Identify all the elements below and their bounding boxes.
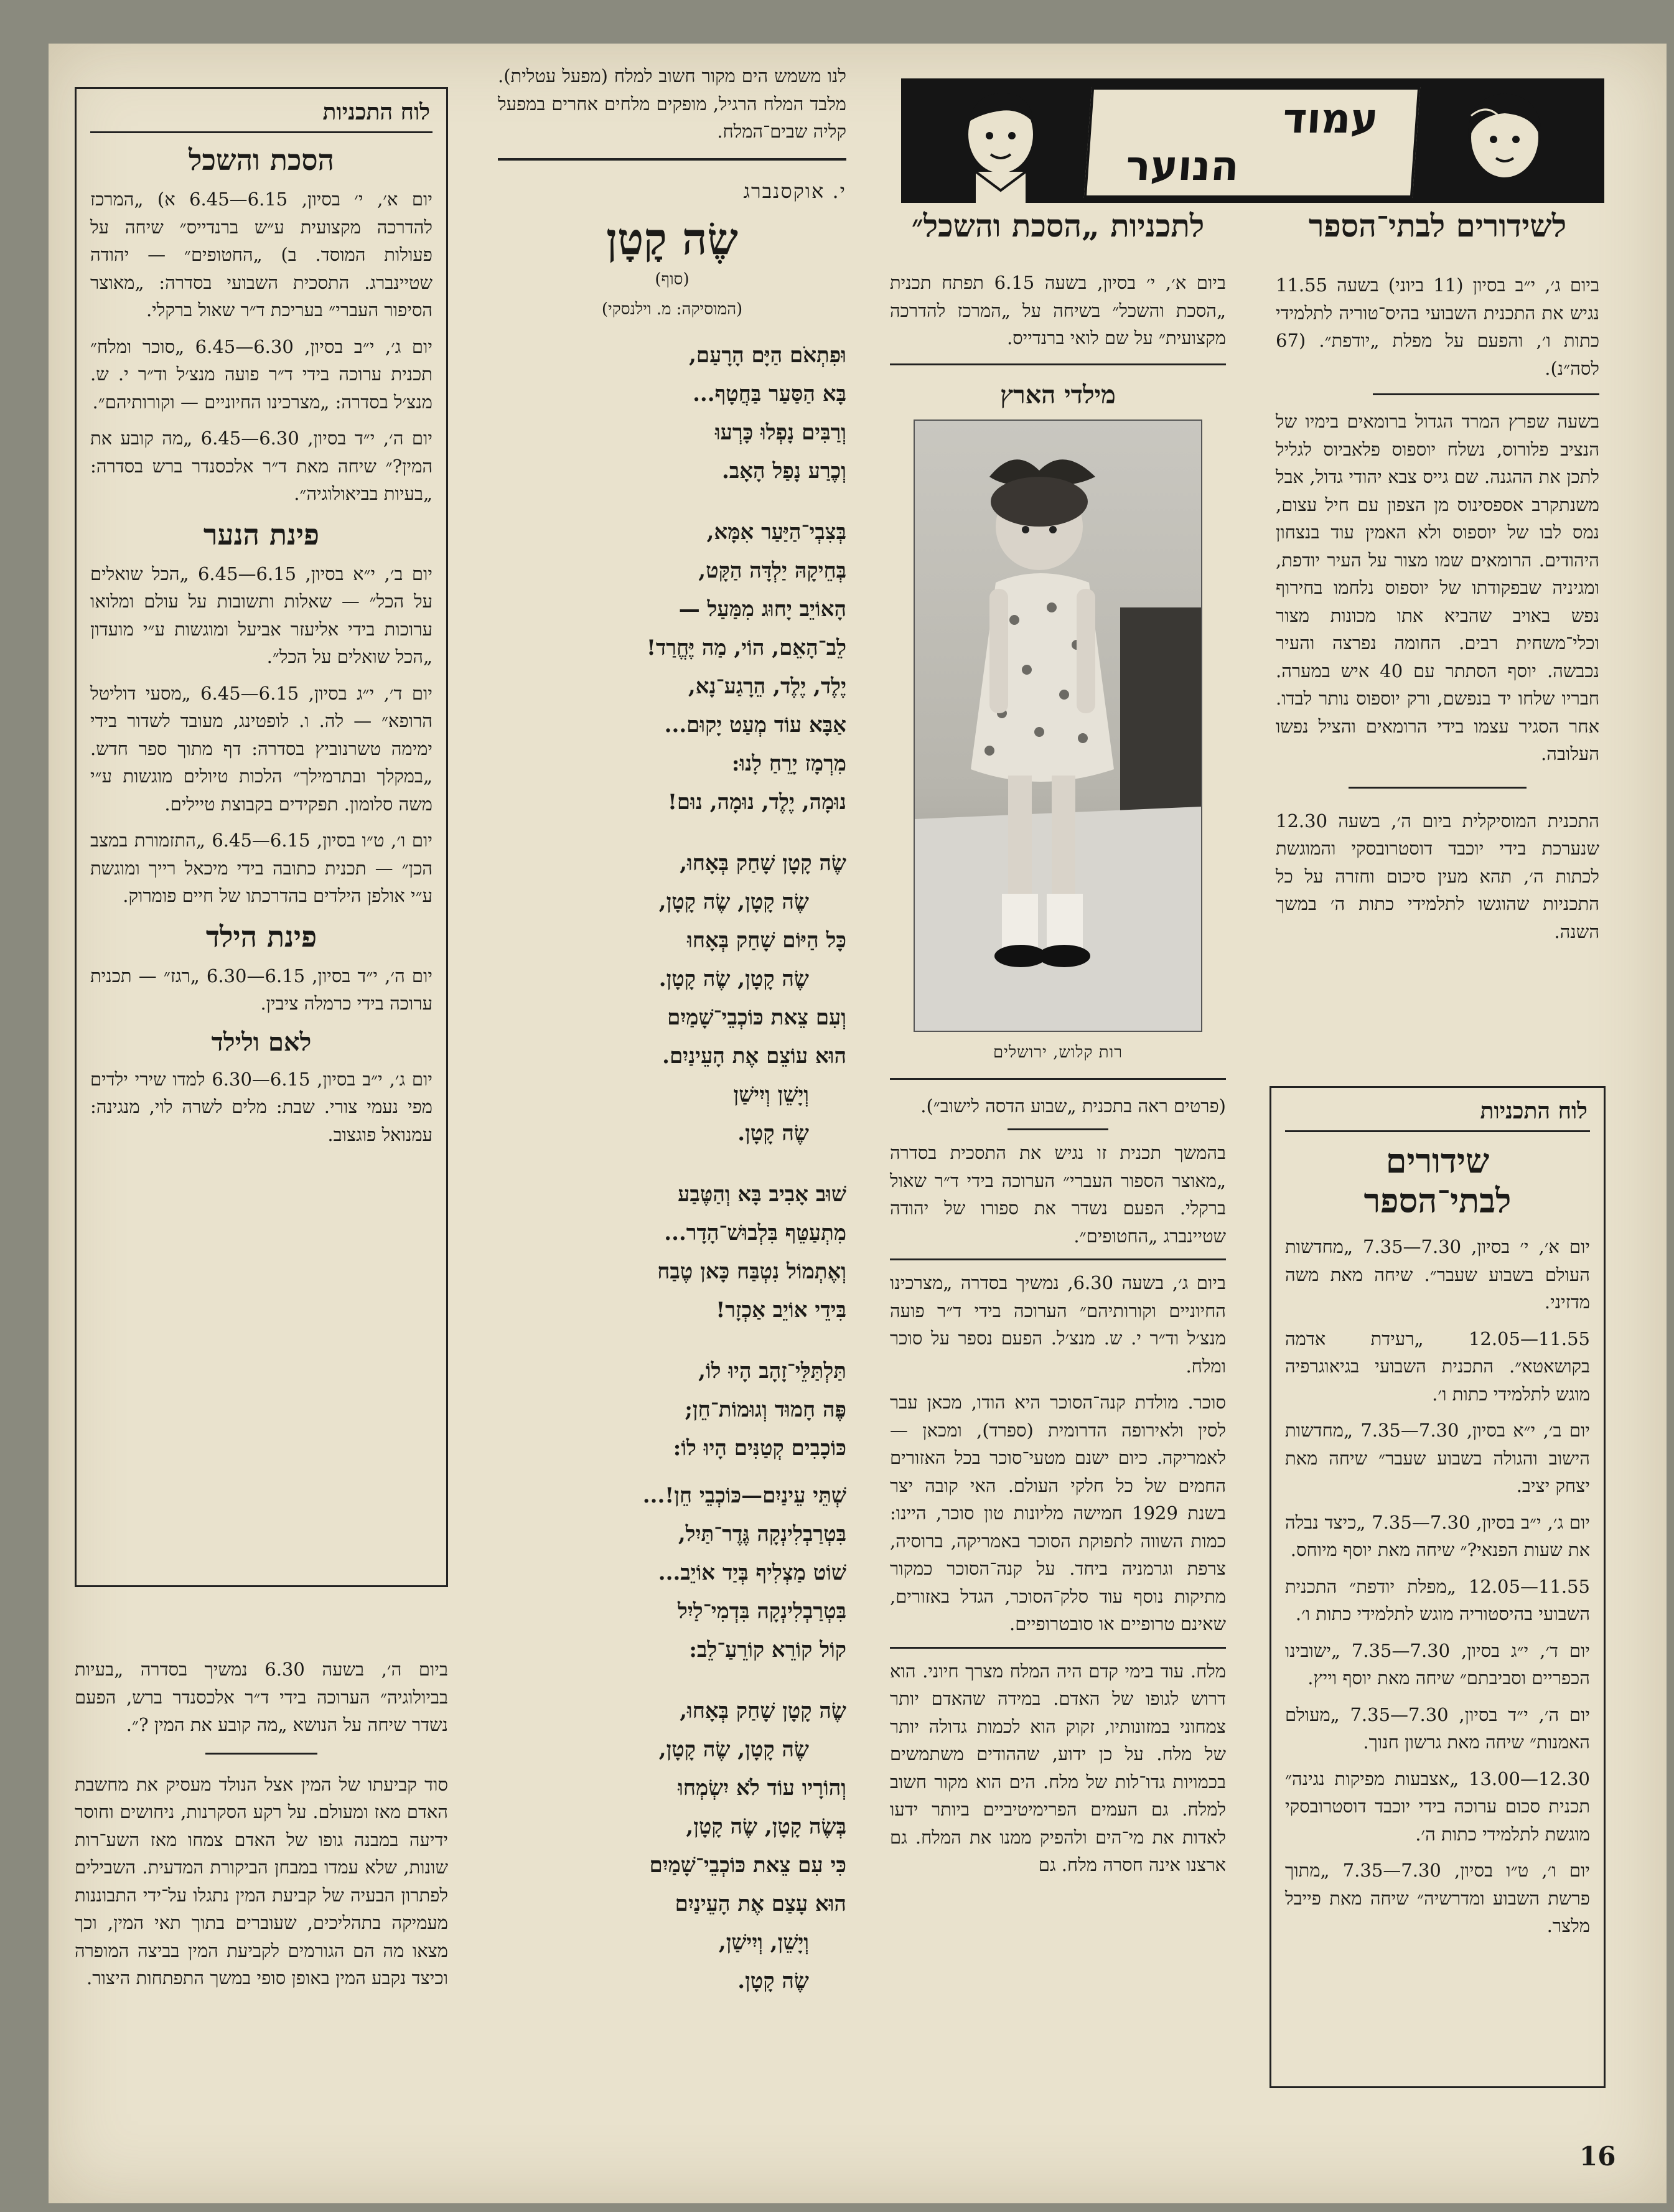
col1-paragraph-1: ביום ג׳, י״ב בסיון (11 ביוני) בשעה 11.55 נגיש את התכנית השבועי בהיס־טוריה לתלמידי כתות ו׳, והפעם על מפלת „יודפת״. (67 לסה״נ). xyxy=(1276,274,1599,379)
banner-title-line1: עמוד xyxy=(1281,95,1380,143)
poem-line: שׁוּב אָבִיב בָּא וְהַטֶּבַע xyxy=(678,1181,846,1207)
poem-stanza-3 xyxy=(498,844,846,1153)
schedule-item: 11.55—12.05 „רעידת אדמה בקושאטא״. התכנית השבועי בגיאוגרפיה מוגש לתלמידי כתות ו׳. xyxy=(1285,1328,1590,1405)
youth-item: יום א׳, י׳ בסיון, 6.15—6.45 א) „המרכז להדרכה מקצועית ע״ש ברנדייס״ שיחה על פעולות המוסד. ב) „החטופים״ — יהודה שטיינברג. התסכית השבועי בסדרה: „מאוצר הסיפור העברי״ בעריכת ד״ר שאול ברקלי. xyxy=(90,189,433,321)
schedule-item: יום ב׳, י״א בסיון, 7.30—7.35 „מחדשות הישוב והגולה בשבוע שעבר״ שיחה מאת יצחק יציב. xyxy=(1285,1420,1590,1496)
col2-paragraph-4: סוכר. מולדת קנה־הסוכר היא הודו, מכאן עבר לסין ולאירופה הדרומית (ספרד), ומכאן — לאמריקה. כיום ישנם מטעי־סוכר בכל האזורים החמים של כל חלקי העולם. האי קובה יצר בשנת 1929 חמישה מליונות טון סוכר, היינו: כמות השווה לתפוקת הסוכר באמריקה, ברוסיה, צרפת וגרמניה ביחד. על קנה־הסוכר כמקור מתיקות נוסף עוד סלק־הסוכר, הגדל באזורים, שאינם טרופיים או סובטרופיים. xyxy=(890,1392,1227,1634)
banner-title-panel xyxy=(1084,87,1420,198)
col2-paragraph-1: (פרטים ראה בתכנית „שבוע הדסה לישוב״). xyxy=(920,1095,1226,1117)
poem-line: תַּלְתַּלֵּי־זָהָב הָיוּ לוֹ, xyxy=(698,1358,846,1384)
schedule-item: יום ג׳, י״ב בסיון, 7.30—7.35 „כיצד נבלה את שעות הפנאי?״ שיחה מאת יוסף מיוחס. xyxy=(1285,1511,1590,1560)
section-title-mother-child: לאם ולילד xyxy=(211,1027,312,1057)
col2-paragraph-5: מלח. עוד בימי קדם היה המלח מצרך חיוני. הוא דרוש לגופו של האדם. במידה שהאדם יותר צמחוני במזונותיו, זקוק הוא לכמות גדולה יותר של מלח. על כן ידוע, שההודים משתמשים בכמויות גדו־לות של מלח. הים הוא מקור חשוב למלח. גם העמים הפרימיטיביים ביותר ידעו לאדות את מי־הים ולהפיק ממנו את המלח. גם ארצנו אינה חסרה מלח. גם xyxy=(890,1660,1226,1875)
header-banner xyxy=(901,78,1604,203)
poem-line: מִתְעַטֵּף בִּלְבוּשׁ־הָדָר... xyxy=(664,1220,846,1245)
poem-line: שׁוֹט מַצְלִיף בְּיַד אוֹיֵב... xyxy=(658,1560,846,1585)
schedule-item: יום א׳, י׳ בסיון, 7.30—7.35 „מחדשות העולם בשבוע שעבר״. שיחה מאת משה מדזיני. xyxy=(1285,1236,1590,1313)
poem-line: וּפִתְאֹם הַיָּם הָרָעַם, xyxy=(689,342,846,368)
col1-paragraph-2: בשעה שפרץ המרד הגדול ברומאים בימיו של הנציב פלורוס, נשלח יוספוס פלאביוס לגליל לתכן את ההגנה. שם גייס צבא יהודי גדול, אבל משנתקרב אספסינוס מן הצפון עם חיל עצום, נמס לבו של יוספוס ולא האמין עוד בנצחון היהודים. הרומאים שמו מצור על העיר יודפת, ומגיניה שבפקודתו של יוספוס נלחמו בחירוף נפש באויב שהביא אתו מכונות מצור וכלי־משחית רבים. החומה נפרצה והעיר נכבשה. יוסף הסתתר עם 40 איש במערה. חבריו שלחו יד בנפשם, ורק יוספוס נותר לבדו. אחר הסגיר עצמו בידי הרומאים והציל נפשו העלובה. xyxy=(1276,411,1599,764)
poem-line: שֶׂה קָטָן, שֶׂה קָטָן, xyxy=(658,1736,809,1762)
poem-line: וְיָשֵׁן וְיִישַׁן xyxy=(733,1082,809,1107)
col4-bottom-paragraph-2: סוד קביעתו של המין אצל הנולד מעסיק את מחשבת האדם מאז ומעולם. על רקע הסקרנות, ניחושים וחוסר ידיעה במבנה גופו של האדם צמחו מאז השע־רות שונות, שלא עמדו במבחן הביקורת המדעית. השבילים לפתרון הבעיה של קביעת המין נתגלו על־ידי התבוננות מעמיקה בתהליכים, שעוברים בתוך תאי המין, וכך מצאו מה הם הגורמים לקביעת המין בביצה המופרה וכיצד נקבע המין באופן סופי במשך התפתחות היצור. xyxy=(75,1773,448,1989)
poem-line: כּוֹכָבִים קְטַנִּים הָיוּ לוֹ: xyxy=(673,1435,846,1461)
poem-line: בִּידֵי אוֹיֵב אַכְזָר! xyxy=(716,1297,846,1323)
poem-line: שֶׂה קָטָן. xyxy=(737,1120,809,1146)
poem-line: וְהוֹרָיו עוֹד לֹא יִשְׂמְחוּ xyxy=(678,1775,846,1801)
schedule-box-youth xyxy=(75,87,448,1587)
poem-line: וְרַבִּים נָפְלוּ כָּרְעוּ xyxy=(714,419,846,445)
poem-line: שֶׂה קָטָן שָׁחַק בְּאָחוּ, xyxy=(680,1698,846,1723)
photo-caption: רות קלוש, ירושלים xyxy=(993,1043,1123,1062)
col2-rule-1 xyxy=(890,363,1226,365)
child-figure-icon xyxy=(915,421,1201,1031)
poem-stanza-2 xyxy=(498,513,846,822)
poem-title: שֶׂה קָטָן xyxy=(606,212,738,265)
poem-stanza-1 xyxy=(498,336,846,490)
schedule-item: 12.30—13.00 „אצבעות מפיקות נגינה״ תכנית סכום ערוכה בידי יוכבד דוסטרובסקי מוגשת לתלמידי כתות ה׳. xyxy=(1285,1768,1590,1845)
schedule-item: 11.55—12.05 „מפלת יודפת״ התכנית השבועי בהיסטוריה מוגש לתלמידי כתות ו׳. xyxy=(1285,1575,1590,1624)
poem-line: וְכֶרַע נָפַל הָאָב. xyxy=(722,458,846,484)
section-title-hasket: הסכת והשכל xyxy=(189,143,334,177)
girl-face-icon xyxy=(1443,78,1567,203)
poem-line: וְעִם צֵאת כּוֹכְבֵי־שָׁמַיִם xyxy=(667,1005,846,1030)
col2-rule-4 xyxy=(890,1258,1226,1260)
poem-stanza-7 xyxy=(498,1692,846,2000)
poem-line: שֶׂה קָטָן, שֶׂה קָטָן, xyxy=(658,889,809,914)
column-biology xyxy=(75,1656,448,2001)
poem-end-note: (סוף) xyxy=(655,269,690,289)
photo-section-title: מילדי הארץ xyxy=(1000,380,1116,410)
col2-intro: ביום א׳, י׳ בסיון, בשעה 6.15 תפתח תכנית „הסכת והשכל״ בשיחה על „המרכז להדרכה מקצועית״ על שם לואי ברנדייס. xyxy=(890,272,1227,349)
schedule-item: יום ד׳, י״ג בסיון, 7.30—7.35 „ישובינו הכפריים וסביבתם״ שיחה מאת יוסף וייץ. xyxy=(1285,1639,1590,1689)
poem-line: שֶׂה קָטָן. xyxy=(737,1968,809,1994)
youth-box-label: לוח התכניות xyxy=(90,95,433,133)
schedule-item: יום ו׳, ט״ו בסיון, 7.30—7.35 „מתוך פרשת השבוע ומדרשיה״ שיחה מאת פייבל מלצר. xyxy=(1285,1860,1590,1936)
poem-line: קוֹל קוֹרֵא קוֹרֵעַ־לֵב: xyxy=(689,1637,846,1662)
col3-rule-1 xyxy=(498,158,846,161)
poem-line: שֶׂה קָטָן, שֶׂה קָטָן. xyxy=(658,966,809,991)
col1-title: לשידורים לבתי־הספר xyxy=(1308,207,1567,244)
col2-rule-2 xyxy=(890,1078,1226,1080)
youth-item: יום ד׳, י״ג בסיון, 6.15—6.45 „מסעי דוליטל הרופא״ — לה. ו. לופטינג, מעובד לשדור בידי ימימה טשרנוביץ בסדרה: דף מתוך ספר חדש. „במקלך ובתרמילך״ הלכות טיולים מוגשות ע״י משה סלומון. תפקידים בקבוצת טיילים. xyxy=(90,682,433,815)
youth-item: יום ג׳, י״ב בסיון, 6.30—6.45 „סוכר ומלח״ תכנית ערוכה בידי ד״ר פועה מנצ׳ל וד״ר י. ש. מנצ׳ל בסדרה: „מצרכינו החיוניים — וקורותיהם״. xyxy=(90,335,433,413)
poem-music-credit: (המוסיקה: מ. וילנסקי) xyxy=(601,299,743,319)
section-title-child-corner: פינת הילד xyxy=(205,919,317,954)
col1-rule-2 xyxy=(1349,787,1527,789)
youth-item: יום ו׳, ט״ו בסיון, 6.15—6.45 „התזמורת במצב הכן״ — תכנית כתובה בידי מיכאל רייך ומוגשת ע״י אולפן הילדים בהדרכתו של חיים פומרוק. xyxy=(90,830,433,906)
youth-item: יום ג׳, י״ב בסיון, 6.15—6.30 למדו שירי ילדים מפי נעמי צורי. שבת: מלים לשרה לוי, מנגינה: עמנואל פוגצוב. xyxy=(90,1068,433,1145)
page-number: 16 xyxy=(1579,2141,1616,2172)
poem-line: נוּמָה, יֶלֶד, נוּמָה, נוּם! xyxy=(667,789,846,815)
boy-face-icon xyxy=(938,78,1063,203)
poem-author: י. אוקסנברג xyxy=(743,179,846,203)
schedule-box-label: לוח התכניות xyxy=(1285,1094,1590,1132)
poem-line: הָאוֹיֵב יָחוּג מִמַּעַל — xyxy=(678,596,846,622)
poem-stanza-4 xyxy=(498,1175,846,1329)
poem-stanza-5 xyxy=(498,1352,846,1468)
poem-line: הוּא עָצַם אֶת הָעֵינַיִם xyxy=(675,1891,846,1916)
poem-line: בִּטְרַבְלִינְקָה גֶּדֶר־תַּיִל, xyxy=(678,1521,846,1547)
poem-line: וְאֶתְמוֹל נִטְבַּח כָּאן טֶבַח xyxy=(657,1258,846,1284)
column-school-broadcasts xyxy=(1276,205,1599,954)
poem-line: כָּל הַיּוֹם שָׁחַק בְּאָחוּ xyxy=(687,927,846,953)
banner-title-line2: הנוער xyxy=(1124,142,1241,190)
poem-stanza-6 xyxy=(498,1476,846,1669)
column-poem xyxy=(498,62,846,2023)
youth-item: יום ב׳, י״א בסיון, 6.15—6.45 „הכל שואלים על הכל״ — שאלות ותשובות על עולם ומלואו ערוכות בידי אליעזר אביעל ומוגשות ע״י מועדון „הכל שואלים על הכל״. xyxy=(90,563,433,667)
youth-item: יום ה׳, י״ד בסיון, 6.15—6.30 „רגז״ — תכנית ערוכה בידי כרמלה ציבין. xyxy=(90,965,433,1014)
col4-rule xyxy=(205,1753,317,1755)
poem-line: שְׁתֵּי עֵינַיִם—כּוֹכְבֵי חֵן!... xyxy=(642,1483,846,1508)
col1-rule-1 xyxy=(1373,393,1599,395)
poem-line: לֵב־הָאֵם, הוֹי, מַה יֶּחֱרַד! xyxy=(647,635,846,660)
poem-line: בְּחֵיקָהּ יַלְדָּה הַקָּט, xyxy=(698,558,846,583)
col3-top-text: לנו משמש הים מקור חשוב למלח (מפעל עטלית). מלבד המלח הרגיל, מופקים מלחים אחרים במפעל קליה שבים־המלח. xyxy=(498,65,846,142)
col2-rule-5 xyxy=(890,1647,1226,1649)
col2-paragraph-3: ביום ג׳, בשעה 6.30, נמשיך בסדרה „מצרכינו החיוניים וקורותיהם״ הערוכה בידי ד״ר פועה מנצ׳ל וד״ר י. ש. מנצ׳ל. הפעם נספר על סוכר ומלח. xyxy=(890,1272,1226,1377)
section-title-youth-corner: פינת הנער xyxy=(203,517,320,551)
poem-line: כִּי עִם צֵאת כּוֹכְבֵי־שָׁמַיִם xyxy=(649,1852,846,1878)
child-photo xyxy=(914,419,1202,1032)
poem-line: בָּא הַסַּעַר בַּחֲטָף... xyxy=(693,381,846,406)
poem-line: יֶלֶד, יֶלֶד, הֵרָגַע־נָא, xyxy=(688,673,846,699)
schedule-box-school xyxy=(1270,1086,1606,2088)
poem-line: וְיָשֵׁן, וְיִישַׁן, xyxy=(718,1929,809,1955)
poem-line: מִרְמָז יָרֵחַ לָנוּ: xyxy=(731,751,846,776)
col2-title: לתכניות „הסכת והשכל״ xyxy=(911,207,1205,244)
poem-line: אַבָּא עוֹד מְעַט יָקוּם... xyxy=(664,712,846,738)
col1-paragraph-3: התכנית המוסיקלית ביום ה׳, בשעה 12.30 שנערכת בידי יוכבד דוסטרובסקי והמוגשת לכתות ה׳, תהא מעין סיכום וחזרה על כל התכניות שהוגשו לתלמידי כתות ה׳ במשך השנה. xyxy=(1276,810,1599,942)
col2-rule-3 xyxy=(1008,1128,1108,1130)
poem-line: שֶׂה קָטָן שָׁחַק בְּאָחוּ, xyxy=(680,850,846,876)
poem-line: הוּא עוֹצֵם אֶת הָעֵינַיִם. xyxy=(662,1043,846,1069)
poem-line: בִּטְרַבְלִינְקָה בִּדְמִי־לַיִל xyxy=(677,1598,846,1624)
schedule-item: יום ה׳, י״ד בסיון, 7.30—7.35 „מעולם האמנות״ שיחה מאת גרשון חנוך. xyxy=(1285,1704,1591,1753)
col2-paragraph-2: בהמשך תכנית זו נגיש את התסכית בסדרה „מאוצר הספור העברי״ הערוכה בידי ד״ר שאול ברקלי. הפעם נשדר את ספורו של יהודה שטיינברג „החטופים״. xyxy=(890,1142,1226,1247)
schedule-box-title: שידורים לבתי־הספר xyxy=(1363,1141,1512,1221)
col4-bottom-paragraph-1: ביום ה׳, בשעה 6.30 נמשיך בסדרה „בעיות בביולוגיה״ הערוכה בידי ד״ר אלכסנדר ברש, הפעם נשדר שיחה על הנושא „מה קובע את המין ?״. xyxy=(75,1659,448,1735)
poem-line: בְּשֶׂה קָטָן, שֶׂה קָטָן, xyxy=(686,1814,846,1839)
poem-line: בְּצִבְי־הַיַּעַר אִמָּא, xyxy=(706,519,846,545)
poem-line: פֶּה חָמוּד וְגוּמוֹת־חֵן; xyxy=(685,1397,846,1422)
column-programs xyxy=(890,205,1226,1888)
youth-item: יום ה׳, י״ד בסיון, 6.30—6.45 „מה קובע את המין?״ שיחה מאת ד״ר אלכסנדר ברש בסדרה: „בעיות בביאולוגיה״. xyxy=(90,428,433,504)
